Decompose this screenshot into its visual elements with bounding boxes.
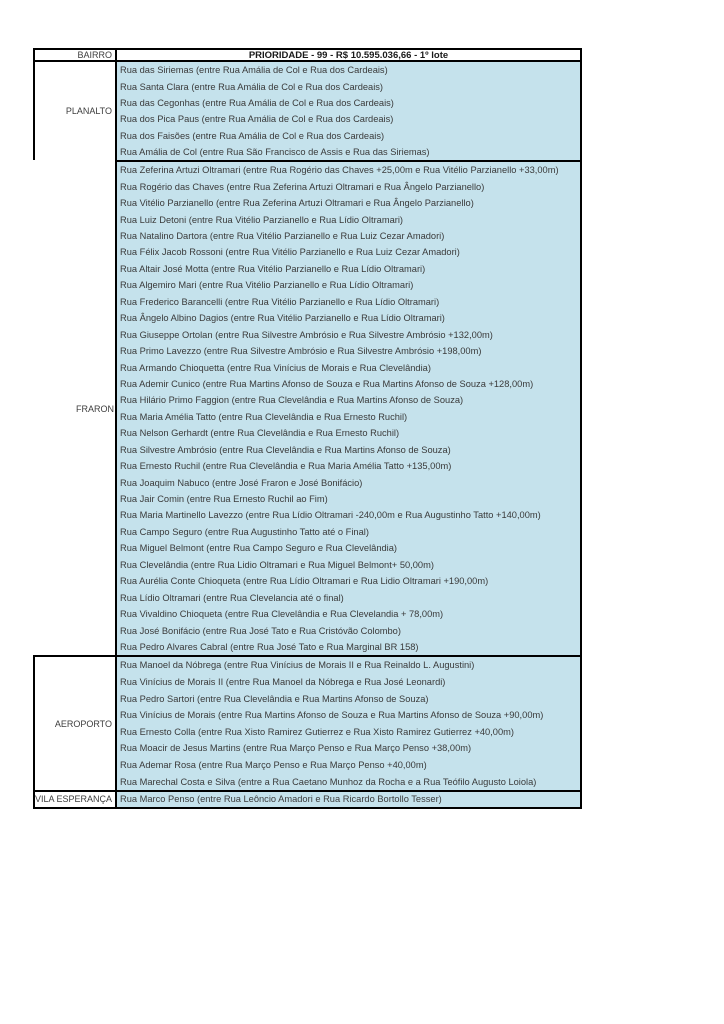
street-row: Rua Lídio Oltramari (entre Rua Clevelancia até o final) (120, 592, 344, 603)
street-row: Rua José Bonifácio (entre Rua José Tato e Rua Cristóvão Colombo) (120, 625, 401, 636)
street-list-aeroporto (115, 655, 582, 792)
street-row: Rua Ademir Cunico (entre Rua Martins Afonso de Souza e Rua Martins Afonso de Souza +128,00m) (120, 378, 534, 389)
street-row: Rua Ângelo Albino Dagios (entre Rua Vitélio Parzianello e Rua Lídio Oltramari) (120, 313, 445, 324)
bairro-label-fraron: FRARON (33, 160, 117, 657)
street-row: Rua Natalino Dartora (entre Rua Vitélio Parzianello e Rua Luiz Cezar Amadori) (120, 231, 445, 242)
street-row: Rua Pedro Sartori (entre Rua Clevelândia e Rua Martins Afonso de Souza) (120, 693, 429, 704)
section-aeroporto (33, 655, 582, 792)
section-vila-esperanca (33, 790, 582, 809)
street-row: Rua Maria Amélia Tatto (entre Rua Clevelândia e Rua Ernesto Ruchil) (120, 411, 408, 422)
street-row: Rua Giuseppe Ortolan (entre Rua Silvestre Ambrósio e Rua Silvestre Ambrósio +132,00m) (120, 329, 493, 340)
street-row: Rua Manoel da Nóbrega (entre Rua Vinícius de Morais II e Rua Reinaldo L. Augustini) (120, 660, 475, 671)
street-row: Rua Ernesto Ruchil (entre Rua Clevelândia e Rua Maria Amélia Tatto +135,00m) (120, 461, 452, 472)
street-row: Rua Marechal Costa e Silva (entre a Rua Caetano Munhoz da Rocha e a Rua Teófilo Augusto Loiola) (120, 776, 537, 787)
bairro-label-planalto: PLANALTO (33, 60, 117, 162)
street-row: Rua Amália de Col (entre Rua São Francisco de Assis e Rua das Siriemas) (120, 146, 430, 157)
street-row: Rua Marco Penso (entre Rua Leôncio Amadori e Rua Ricardo Bortollo Tesser) (120, 794, 442, 805)
bairro-label-aeroporto: AEROPORTO (33, 655, 117, 792)
section-planalto (33, 60, 582, 162)
street-row: Rua Ernesto Colla (entre Rua Xisto Ramirez Gutierrez e Rua Xisto Ramirez Gutierrez +40,00m) (120, 726, 514, 737)
street-row: Rua dos Pica Paus (entre Rua Amália de Col e Rua dos Cardeais) (120, 114, 394, 125)
bairro-column-header: BAIRRO (33, 48, 117, 62)
street-row: Rua Joaquim Nabuco (entre José Fraron e José Bonifácio) (120, 477, 363, 488)
priority-table (33, 48, 582, 809)
street-row: Rua Miguel Belmont (entre Rua Campo Seguro e Rua Clevelândia) (120, 543, 397, 554)
street-row: Rua das Cegonhas (entre Rua Amália de Col e Rua dos Cardeais) (120, 97, 394, 108)
street-row: Rua Félix Jacob Rossoni (entre Rua Vitélio Parzianello e Rua Luiz Cezar Amadori) (120, 247, 460, 258)
street-row: Rua Armando Chioquetta (entre Rua Vinícius de Morais e Rua Clevelândia) (120, 362, 431, 373)
street-row: Rua Rogério das Chaves (entre Rua Zeferina Artuzi Oltramari e Rua Ângelo Parzianello) (120, 181, 485, 192)
bairro-label-vila-esperanca: VILA ESPERANÇA (33, 790, 117, 809)
street-row: Rua Frederico Barancelli (entre Rua Vitélio Parzianello e Rua Lídio Oltramari) (120, 296, 440, 307)
street-row: Rua Primo Lavezzo (entre Rua Silvestre Ambrósio e Rua Silvestre Ambrósio +198,00m) (120, 346, 482, 357)
street-row: Rua Nelson Gerhardt (entre Rua Clevelândia e Rua Ernesto Ruchil) (120, 428, 400, 439)
street-row: Rua Santa Clara (entre Rua Amália de Col e Rua dos Cardeais) (120, 81, 384, 92)
street-row: Rua Vivaldino Chioqueta (entre Rua Clevelândia e Rua Clevelandia + 78,00m) (120, 609, 444, 620)
street-row: Rua Aurélia Conte Chioqueta (entre Rua Lídio Oltramari e Rua Lidio Oltramari +190,00m) (120, 576, 489, 587)
prioridade-column-header: PRIORIDADE - 99 - R$ 10.595.036,66 - 1º lote (115, 48, 582, 62)
street-row: Rua Zeferina Artuzi Oltramari (entre Rua Rogério das Chaves +25,00m e Rua Vitélio Parzianello +33,00m) (120, 165, 559, 176)
street-row: Rua Ademar Rosa (entre Rua Março Penso e Rua Março Penso +40,00m) (120, 760, 427, 771)
street-row: Rua Luiz Detoni (entre Rua Vitélio Parzianello e Rua Lídio Oltramari) (120, 214, 404, 225)
street-row: Rua Pedro Alvares Cabral (entre Rua José Tato e Rua Marginal BR 158) (120, 641, 419, 652)
street-row: Rua dos Faisões (entre Rua Amália de Col e Rua dos Cardeais) (120, 130, 385, 141)
street-row: Rua Clevelândia (entre Rua Lidio Oltramari e Rua Miguel Belmont+ 50,00m) (120, 559, 434, 570)
street-row: Rua Vitélio Parzianello (entre Rua Zeferina Artuzi Oltramari e Rua Ângelo Parzianello) (120, 198, 474, 209)
street-list-fraron (115, 160, 582, 657)
street-row: Rua Altair José Motta (entre Rua Vitélio Parzianello e Rua Lídio Oltramari) (120, 263, 426, 274)
street-list-planalto (115, 60, 582, 162)
street-row: Rua Moacir de Jesus Martins (entre Rua Março Penso e Rua Março Penso +38,00m) (120, 743, 472, 754)
street-row: Rua Maria Martinello Lavezzo (entre Rua Lídio Oltramari -240,00m e Rua Augustinho Tatto +140,00m) (120, 510, 541, 521)
street-row: Rua Hilário Primo Faggion (entre Rua Clevelândia e Rua Martins Afonso de Souza) (120, 395, 464, 406)
street-row: Rua Jair Comin (entre Rua Ernesto Ruchil ao Fim) (120, 494, 328, 505)
street-row: Rua Silvestre Ambrósio (entre Rua Clevelândia e Rua Martins Afonso de Souza) (120, 444, 451, 455)
street-row: Rua Campo Seguro (entre Rua Augustinho Tatto até o Final) (120, 526, 369, 537)
street-row: Rua Vinícius de Morais II (entre Rua Manoel da Nóbrega e Rua José Leonardi) (120, 677, 446, 688)
street-row: Rua Algemiro Mari (entre Rua Vitélio Parzianello e Rua Lídio Oltramari) (120, 280, 414, 291)
section-fraron (33, 160, 582, 657)
street-row: Rua Vinícius de Morais (entre Rua Martins Afonso de Souza e Rua Martins Afonso de Souza +90,00m) (120, 710, 544, 721)
street-row: Rua das Siriemas (entre Rua Amália de Col e Rua dos Cardeais) (120, 65, 388, 76)
street-list-vila-esperanca (115, 790, 582, 809)
